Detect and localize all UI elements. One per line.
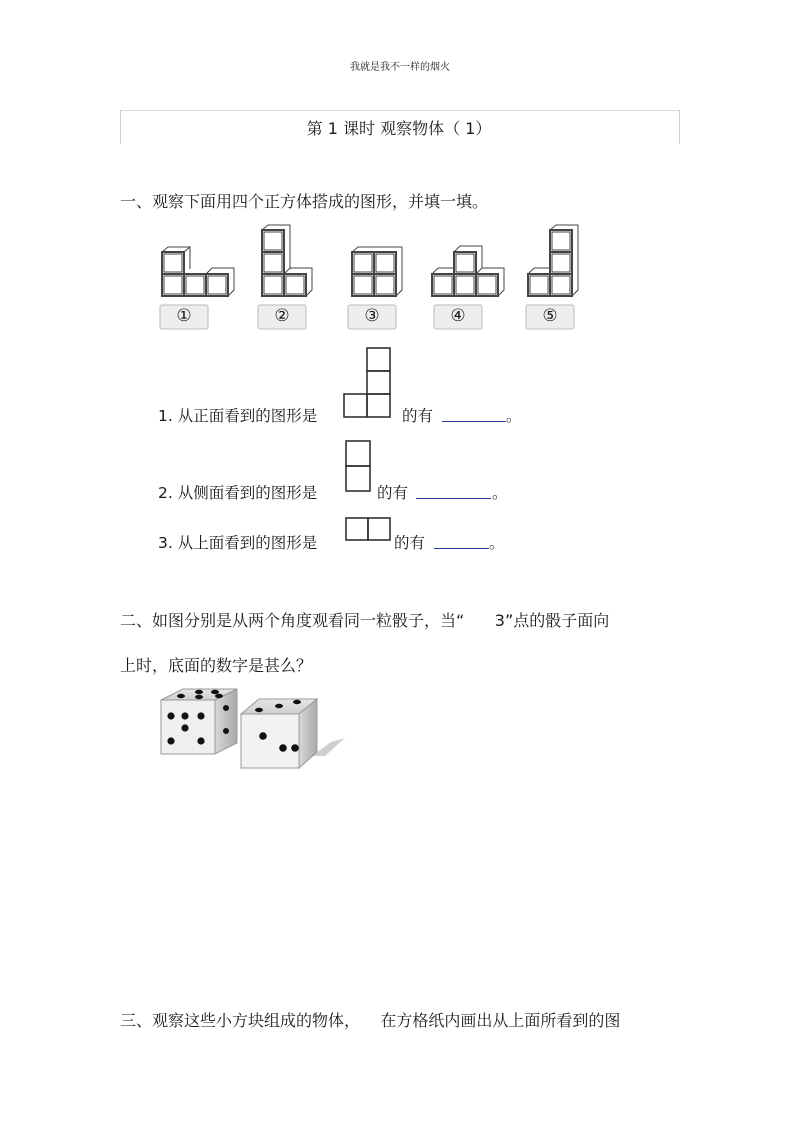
question-3-answer-blank[interactable]	[434, 532, 489, 549]
dice-illustration	[155, 686, 350, 768]
side-view-shape	[345, 440, 373, 494]
question-1-end: 。	[506, 407, 522, 425]
page-header-note: 我就是我不一样的烟火	[350, 62, 450, 73]
figure-label-4: ④	[450, 306, 466, 326]
question-1-suffix: 的有	[402, 407, 434, 425]
question-2-prefix: 2. 从侧面看到的图形是	[158, 484, 318, 502]
figure-label-1: ①	[176, 306, 192, 326]
cube-figure-4	[432, 246, 504, 296]
cube-figure-2	[262, 225, 312, 296]
die-2	[241, 699, 317, 768]
figure-label-5: ⑤	[542, 306, 558, 326]
cube-figure-1	[162, 247, 234, 296]
section-1-heading: 一、观察下面用四个正方体搭成的图形，并填一填。	[120, 192, 489, 211]
figure-label-2: ②	[274, 306, 290, 326]
cube-figure-5	[528, 225, 578, 296]
question-3-prefix: 3. 从上面看到的图形是	[158, 534, 318, 552]
die-1	[161, 689, 237, 754]
question-1-prefix: 1. 从正面看到的图形是	[158, 407, 318, 425]
section-3-line-1: 三、观察这些小方块组成的物体， 在方格纸内画出从上面所看到的图	[120, 1011, 621, 1030]
section-2-line-2: 上时，底面的数字是甚么？	[120, 656, 313, 675]
section-2-line-1: 二、如图分别是从两个角度观看同一粒骰子，当“ 3”点的骰子面向	[120, 611, 610, 630]
question-2-suffix: 的有	[377, 484, 409, 502]
top-view-shape	[345, 516, 393, 544]
figure-label-3: ③	[364, 306, 380, 326]
question-3-end: 。	[489, 534, 505, 552]
question-2-answer-blank[interactable]	[416, 482, 491, 499]
lesson-title: 第 1 课时 观察物体（ 1）	[306, 119, 492, 138]
question-2-end: 。	[492, 484, 508, 502]
cube-figure-3	[352, 247, 402, 296]
question-1-answer-blank[interactable]	[442, 405, 506, 422]
question-3-suffix: 的有	[394, 534, 426, 552]
front-view-shape	[344, 346, 394, 418]
cube-figures	[150, 222, 590, 347]
